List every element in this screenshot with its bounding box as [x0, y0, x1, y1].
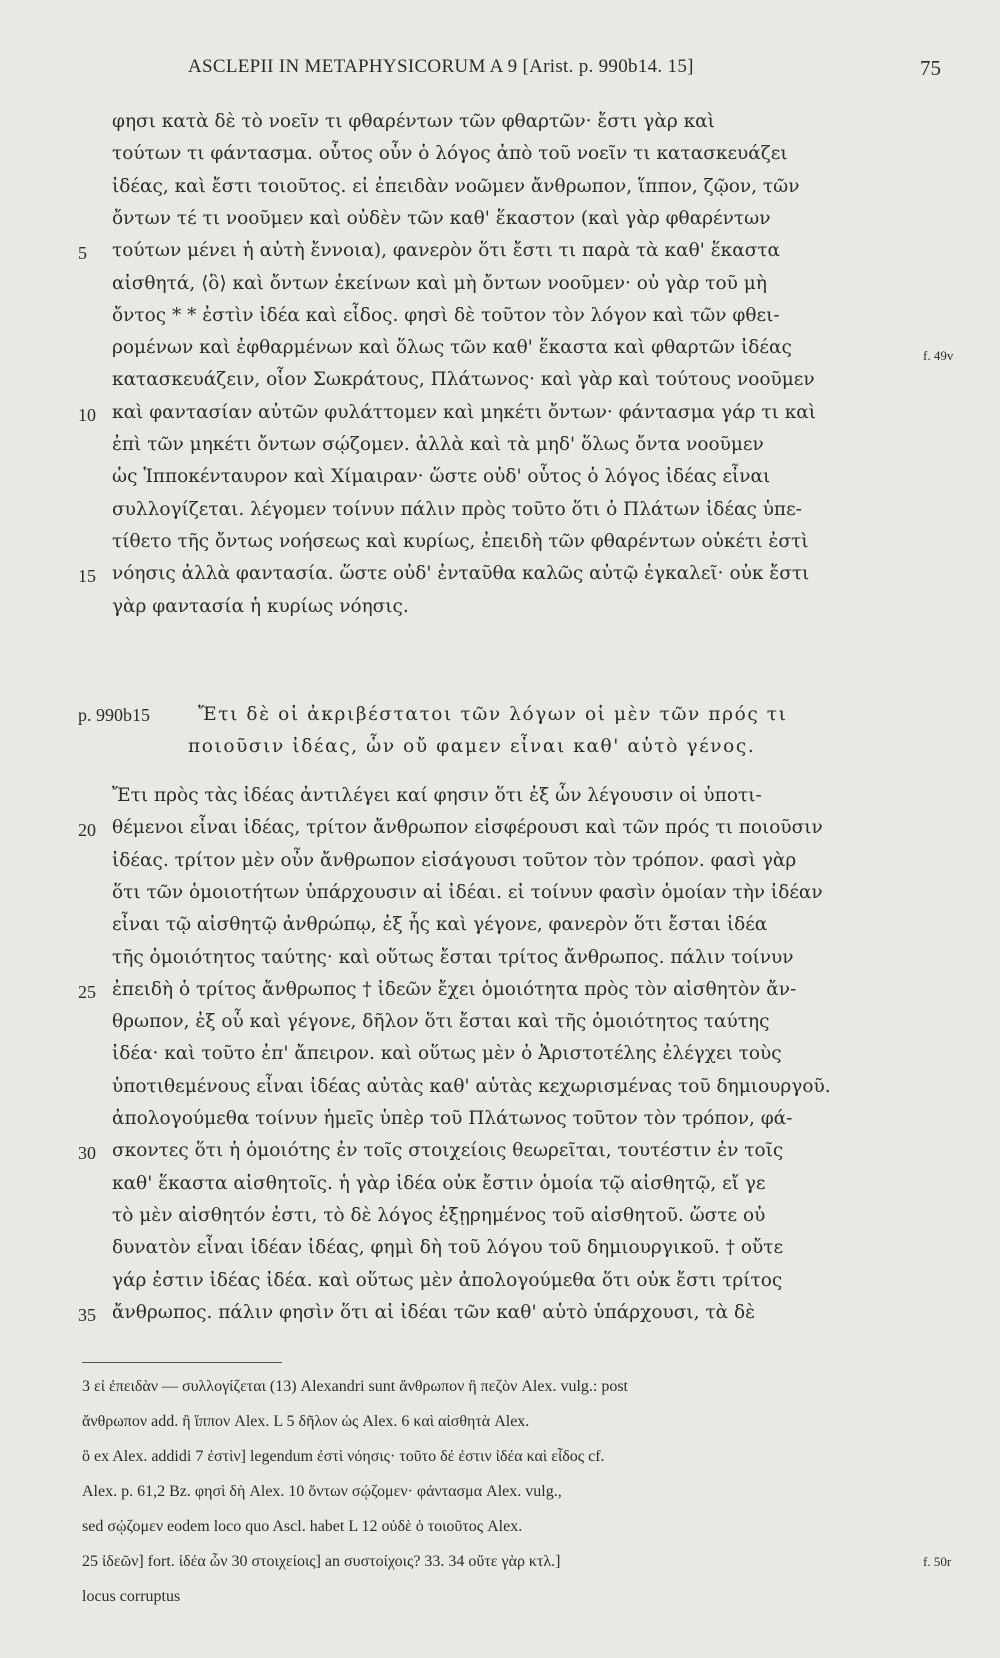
text-line: καθ' ἕκαστα αἰσθητοῖς. ἡ γὰρ ἰδέα οὐκ ἔστιν ὁμοία τῷ αἰσθητῷ, εἴ γε	[112, 1172, 766, 1194]
footnote-line: 3 εἰ ἐπειδὰν — συλλογίζεται (13) Alexandri sunt ἄνθρωπον ἢ πεζὸν Alex. vulg.: post	[82, 1378, 628, 1395]
page-number: 75	[920, 56, 941, 80]
text-line: νόησις ἀλλὰ φαντασία. ὥστε οὐδ' ἐνταῦθα καλῶς αὐτῷ ἐγκαλεῖ· οὐκ ἔστι	[112, 563, 810, 585]
text-line: ρομένων καὶ ἐφθαρμένων καὶ ὅλως τῶν καθ' ἕκαστα καὶ φθαρτῶν ἰδέας	[112, 337, 792, 359]
text-line: ὄντος * * ἐστὶν ἰδέα καὶ εἶδος. φησὶ δὲ τοῦτον τὸν λόγον καὶ τῶν φθει-	[112, 304, 780, 326]
text-line: ἄνθρωπος. πάλιν φησὶν ὅτι αἱ ἰδέαι τῶν καθ' αὑτὸ ὑπάρχουσι, τὰ δὲ	[112, 1301, 756, 1323]
text-line: ἰδέας, καὶ ἔστι τοιοῦτος. εἰ ἐπειδὰν νοῶμεν ἄνθρωπον, ἵππον, ζῷον, τῶν	[112, 175, 800, 197]
text-line: ὅτι τῶν ὁμοιοτήτων ὑπάρχουσιν αἱ ἰδέαι. εἰ τοίνυν φασὶν ὁμοίαν τὴν ἰδέαν	[112, 881, 823, 903]
line-number: 15	[78, 566, 96, 587]
text-line: σκοντες ὅτι ἡ ὁμοιότης ἐν τοῖς στοιχείοις θεωρεῖται, τουτέστιν ἐν τοῖς	[112, 1140, 784, 1162]
line-number: 5	[78, 243, 87, 264]
text-line: τούτων τι φάντασμα. οὗτος οὖν ὁ λόγος ἀπὸ τοῦ νοεῖν τι κατασκευάζει	[112, 143, 788, 165]
text-line: ὄντων τέ τι νοοῦμεν καὶ οὐδὲν τῶν καθ' ἕκαστον (καὶ γὰρ φθαρέντων	[112, 207, 771, 229]
text-line: ἰδέα· καὶ τοῦτο ἐπ' ἄπειρον. καὶ οὕτως μὲν ὁ Ἀριστοτέλης ἐλέγχει τοὺς	[112, 1043, 782, 1065]
line-number: 20	[78, 820, 96, 841]
text-line: ἀπολογούμεθα τοίνυν ἡμεῖς ὑπὲρ τοῦ Πλάτωνος τοῦτον τὸν τρόπον, φά-	[112, 1108, 793, 1129]
text-line: συλλογίζεται. λέγομεν τοίνυν πάλιν πρὸς τοῦτο ὅτι ὁ Πλάτων ἰδέας ὑπε-	[112, 498, 802, 520]
line-number: 30	[78, 1143, 96, 1164]
text-line: τούτων μένει ἡ αὐτὴ ἔννοια), φανερὸν ὅτι ἔστι τι παρὰ τὰ καθ' ἕκαστα	[112, 240, 781, 262]
line-number: 35	[78, 1304, 96, 1325]
folio-note: f. 49v	[923, 348, 954, 363]
text-line: αἰσθητά, ⟨ὃ⟩ καὶ ὄντων ἐκείνων καὶ μὴ ὄντων νοοῦμεν· οὐ γὰρ τοῦ μὴ	[112, 272, 767, 294]
text-line: δυνατὸν εἶναι ἰδέαν ἰδέας, φημὶ δὴ τοῦ λόγου τοῦ δημιουργικοῦ. † οὔτε	[112, 1237, 784, 1259]
text-line: ἐπειδὴ ὁ τρίτος ἄνθρωπος † ἰδεῶν ἔχει ὁμοιότητα πρὸς τὸν αἰσθητὸν ἄν-	[112, 978, 797, 1000]
text-line: τῆς ὁμοιότητος ταύτης· καὶ οὕτως ἔσται τρίτος ἄνθρωπος. πάλιν τοίνυν	[112, 946, 794, 968]
text-line: ἰδέας. τρίτον μὲν οὖν ἄνθρωπον εἰσάγουσι τοῦτον τὸν τρόπον. φασὶ γὰρ	[112, 849, 797, 871]
lemma-line: Ἔτι δὲ οἱ ἀκριβέστατοι τῶν λόγων οἱ μὲν τῶν πρός τι	[198, 704, 788, 725]
lemma-reference: p. 990b15	[78, 705, 150, 725]
text-line: γάρ ἐστιν ἰδέας ἰδέα. καὶ οὕτως μὲν ἀπολογούμεθα ὅτι οὐκ ἔστι τρίτος	[112, 1269, 783, 1291]
text-line: ὡς Ἱπποκένταυρον καὶ Χίμαιραν· ὥστε οὐδ' οὗτος ὁ λόγος ἰδέας εἶναι	[112, 466, 771, 488]
footnote-line: sed σῴζομεν eodem loco quo Ascl. habet L 12 οὐδὲ ὁ τοιοῦτος Alex.	[82, 1518, 523, 1535]
footnote-line: ὃ ex Alex. addidi 7 ἐστὶν] legendum ἐστὶ νόησις· τοῦτο δέ ἐστιν ἰδέα καὶ εἶδος cf.	[82, 1448, 605, 1465]
text-line: φησι κατὰ δὲ τὸ νοεῖν τι φθαρέντων τῶν φθαρτῶν· ἔστι γὰρ καὶ	[112, 111, 715, 132]
running-header: ASCLEPII IN METAPHYSICORUM A 9 [Arist. p. 990b14. 15]	[188, 56, 694, 77]
text-line: κατασκευάζειν, οἷον Σωκράτους, Πλάτωνος· καὶ γὰρ καὶ τούτους νοοῦμεν	[112, 369, 815, 391]
text-line: ἐπὶ τῶν μηκέτι ὄντων σῴζομεν. ἀλλὰ καὶ τὰ μηδ' ὅλως ὄντα νοοῦμεν	[112, 434, 764, 455]
text-line: θρωπον, ἐξ οὗ καὶ γέγονε, δῆλον ὅτι ἔσται καὶ τῆς ὁμοιότητος ταύτης	[112, 1011, 770, 1033]
line-number: 25	[78, 981, 96, 1002]
footnote-rule	[82, 1362, 282, 1363]
footnote-line: 25 ἰδεῶν] fort. ἰδέα ὧν 30 στοιχείοις] an συστοίχοις? 33. 34 οὔτε γὰρ κτλ.]	[82, 1553, 561, 1570]
folio-note: f. 50r	[923, 1554, 952, 1569]
text-line: ὑποτιθεμένους εἶναι ἰδέας αὐτὰς καθ' αὑτὰς κεχωρισμένας τοῦ δημιουργοῦ.	[112, 1075, 831, 1097]
text-line: τὸ μὲν αἰσθητόν ἐστι, τὸ δὲ λόγος ἐξῃρημένος τοῦ αἰσθητοῦ. ὥστε οὐ	[112, 1204, 766, 1226]
footnote-line: ἄνθρωπον add. ἢ ἵππον Alex. L 5 δῆλον ὡς Alex. 6 καὶ αἰσθητὰ Alex.	[82, 1413, 530, 1430]
text-line: τίθετο τῆς ὄντως νοήσεως καὶ κυρίως, ἐπειδὴ τῶν φθαρέντων οὐκέτι ἐστὶ	[112, 530, 809, 552]
line-number: 10	[78, 404, 96, 425]
text-line: Ἔτι πρὸς τὰς ἰδέας ἀντιλέγει καί φησιν ὅτι ἐξ ὧν λέγουσιν οἱ ὑποτι-	[112, 785, 762, 806]
text-line: θέμενοι εἶναι ἰδέας, τρίτον ἄνθρωπον εἰσφέρουσι καὶ τῶν πρός τι ποιοῦσιν	[112, 817, 823, 839]
text-line: εἶναι τῷ αἰσθητῷ ἀνθρώπῳ, ἐξ ἧς καὶ γέγονε, φανερὸν ὅτι ἔσται ἰδέα	[112, 914, 768, 936]
footnote-line: Alex. p. 61,2 Bz. φησὶ δὴ Alex. 10 ὄντων σῴζομεν· φάντασμα Alex. vulg.,	[82, 1483, 562, 1500]
footnote-line: locus corruptus	[82, 1588, 181, 1605]
lemma-line: ποιοῦσιν ἰδέας, ὧν οὔ φαμεν εἶναι καθ' αὑτὸ γένος.	[188, 736, 756, 757]
text-line: καὶ φαντασίαν αὐτῶν φυλάττομεν καὶ μηκέτι ὄντων· φάντασμα γάρ τι καὶ	[112, 401, 817, 423]
text-line: γὰρ φαντασία ἡ κυρίως νόησις.	[112, 595, 409, 617]
